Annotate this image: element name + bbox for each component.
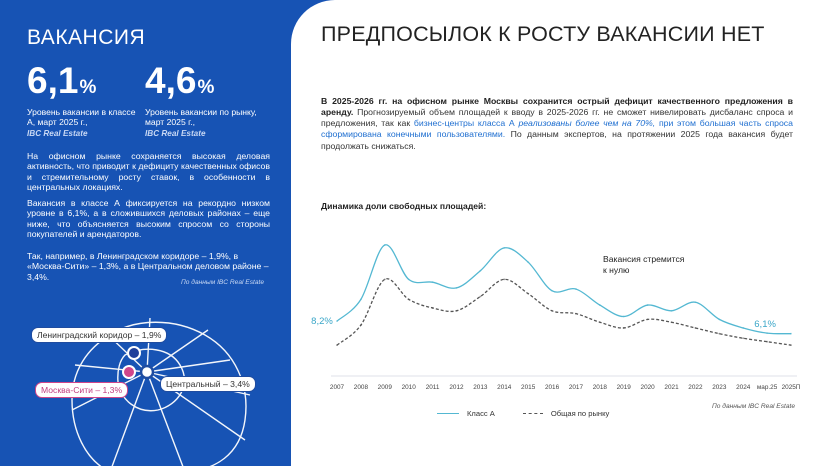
data-point <box>718 318 720 320</box>
kpi-source: IBC Real Estate <box>27 128 88 138</box>
data-point <box>456 287 458 289</box>
x-tick-label: 2021 <box>664 384 679 391</box>
kpi-description: Уровень вакансии в классе А, март 2025 г., <box>27 107 136 127</box>
legend-item-market <box>523 409 609 418</box>
data-point <box>790 344 792 346</box>
right-panel <box>291 0 829 466</box>
data-point <box>575 288 577 290</box>
data-point <box>623 316 625 318</box>
x-tick-label: 2025П <box>781 384 801 391</box>
data-point <box>384 244 386 246</box>
x-tick-label: 2010 <box>401 384 416 391</box>
central-marker <box>141 366 153 378</box>
data-point <box>479 270 481 272</box>
chart-source: По данным IBC Real Estate <box>712 403 795 410</box>
kpi-source: IBC Real Estate <box>145 128 206 138</box>
data-point <box>360 298 362 300</box>
data-point <box>575 313 577 315</box>
series-line-market <box>337 279 791 345</box>
data-point <box>551 290 553 292</box>
kpi-unit: % <box>197 77 215 98</box>
x-tick-label: 2013 <box>473 384 488 391</box>
kpi-unit: % <box>79 77 97 98</box>
chart-title: Динамика доли свободных площадей: <box>321 201 487 211</box>
moscow-city-marker <box>123 366 135 378</box>
x-tick-label: 2012 <box>449 384 464 391</box>
data-point <box>599 304 601 306</box>
summary-part1: Прогнозируемый объем площадей к вводу в 2025-2026 гг. не сможет нивелировать дисбаланс спроса и предложения, так как <box>321 107 793 129</box>
data-point <box>503 278 505 280</box>
data-point <box>432 307 434 309</box>
kpi-description: Уровень вакансии по рынку, март 2025 г., <box>145 107 257 127</box>
data-point <box>718 333 720 335</box>
summary-part4: при этом большая часть спроса сформирована конечными пользователями. <box>321 118 793 140</box>
summary-text <box>321 96 793 152</box>
series-line-class-a <box>337 245 791 334</box>
kpi-market <box>145 62 265 138</box>
chart-annotation: Вакансия стремится к нулю <box>603 254 685 275</box>
data-point <box>766 341 768 343</box>
x-tick-label: 2014 <box>497 384 512 391</box>
data-point <box>671 321 673 323</box>
data-point <box>360 324 362 326</box>
legend-swatch-dashed <box>523 413 543 414</box>
data-point <box>623 327 625 329</box>
x-tick-label: 2022 <box>688 384 703 391</box>
leningradsky-marker <box>128 347 140 359</box>
x-tick-label: 2023 <box>712 384 727 391</box>
map-label-moscow-city: Москва-Сити – 1,3% <box>35 382 128 398</box>
x-tick-label: 2009 <box>377 384 392 391</box>
data-point <box>479 296 481 298</box>
kpi-value: 4,6 <box>145 60 197 101</box>
summary-part5: По данным экспертов, на протяжении 2025 года вакансия будет продолжать снижаться. <box>321 129 793 151</box>
x-tick-label: мар.25 <box>756 384 778 391</box>
paragraph-class-a: Вакансия в классе А фиксируется на рекордно низком уровне в 6,1%, а в сложившихся деловых районах – еще ниже, что объясняется высоким спросом со стороны покупателей и арендаторов. <box>27 198 270 240</box>
legend-swatch-solid <box>437 413 459 414</box>
data-point <box>742 327 744 329</box>
data-label: 6,1% <box>754 319 776 331</box>
x-tick-label: 2017 <box>568 384 584 391</box>
x-tick-label: 2016 <box>544 384 560 391</box>
x-tick-label: 2020 <box>640 384 655 391</box>
paragraph-districts: Так, например, в Ленинградском коридоре – 1,9%, в «Москва-Сити» – 1,3%, а в Центральном деловом районе – 3,4%. <box>27 251 269 282</box>
moscow-map <box>0 290 300 466</box>
vacancy-line-chart <box>291 210 829 405</box>
data-point <box>742 337 744 339</box>
data-point <box>384 278 386 280</box>
data-point <box>336 344 338 346</box>
data-label: 8,2% <box>311 316 333 328</box>
data-point <box>408 298 410 300</box>
data-point <box>432 281 434 283</box>
data-point <box>527 261 529 263</box>
x-tick-label: 2008 <box>353 384 369 391</box>
data-point <box>695 301 697 303</box>
data-point <box>766 332 768 334</box>
page-title: ПРЕДПОСЫЛОК К РОСТУ ВАКАНСИИ НЕТ <box>321 22 765 46</box>
data-point <box>647 318 649 320</box>
data-point <box>647 304 649 306</box>
summary-lead: В 2025-2026 гг. на офисном рынке Москвы сохранится острый дефицит качественного предложения в аренду. <box>321 96 793 118</box>
data-point <box>599 321 601 323</box>
kpi-class-a <box>27 62 139 138</box>
data-point <box>551 310 553 312</box>
data-point <box>503 247 505 249</box>
legend-label: Общая по рынку <box>550 409 610 418</box>
left-source: По данным IBC Real Estate <box>181 279 264 286</box>
x-tick-label: 2024 <box>736 384 751 391</box>
x-tick-label: 2018 <box>592 384 607 391</box>
chart-legend <box>437 409 627 418</box>
data-point <box>527 293 529 295</box>
summary-part2: бизнес-центры класса А <box>413 118 515 129</box>
legend-label: Класс А <box>467 409 495 418</box>
kpi-value: 6,1 <box>27 60 79 101</box>
legend-item-class-a <box>437 409 495 418</box>
data-point <box>408 278 410 280</box>
data-point <box>671 310 673 312</box>
x-tick-label: 2007 <box>329 384 345 391</box>
summary-part3: реализованы более чем на 70%, <box>518 118 656 129</box>
x-tick-label: 2011 <box>425 384 440 391</box>
left-title: ВАКАНСИЯ <box>27 26 146 49</box>
map-label-central: Центральный – 3,4% <box>160 376 256 392</box>
data-point <box>456 310 458 312</box>
paragraph-activity: На офисном рынке сохраняется высокая деловая активность, что приводит к дефициту качественных офисов и стремительному росту ставок, в особенности в центральных локациях. <box>27 151 270 193</box>
data-point <box>695 327 697 329</box>
x-tick-label: 2019 <box>616 384 631 391</box>
data-point <box>336 320 338 322</box>
data-point <box>790 333 792 335</box>
left-panel <box>0 0 300 466</box>
map-label-leningradsky: Ленинградский коридор – 1,9% <box>31 327 167 343</box>
x-tick-label: 2015 <box>521 384 536 391</box>
